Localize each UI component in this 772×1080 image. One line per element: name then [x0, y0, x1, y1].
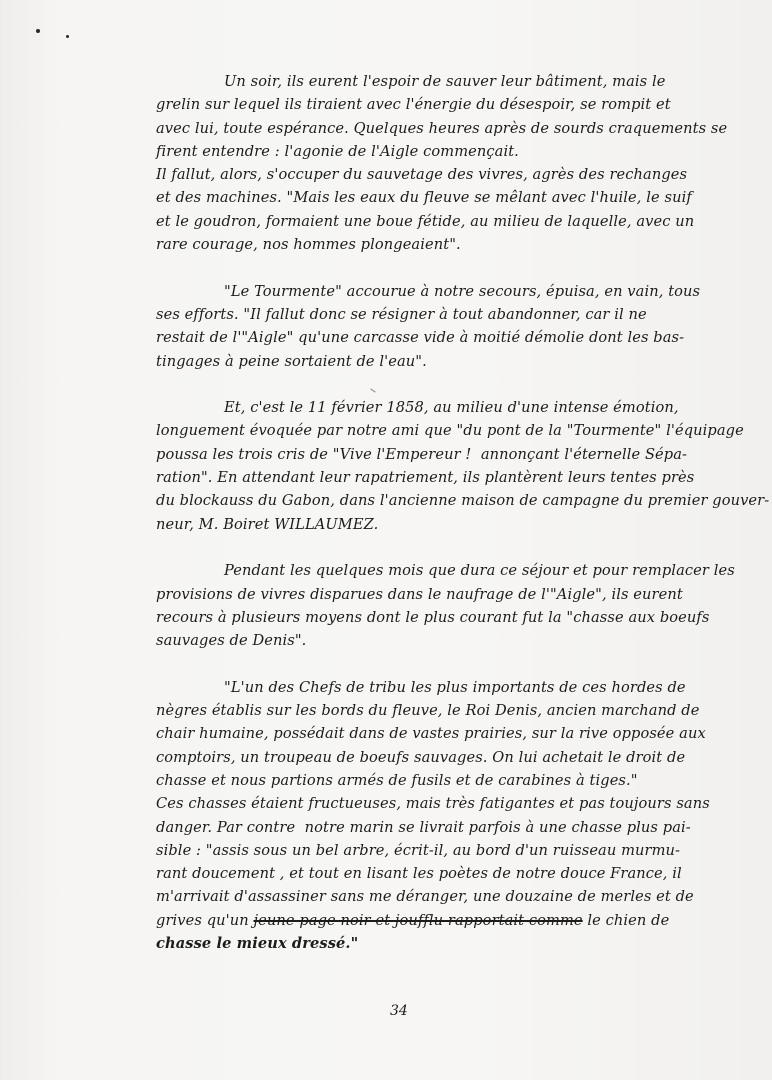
line-start: grives qu'un: [156, 911, 254, 929]
body-text: [156, 70, 770, 955]
text-line: firent entendre : l'agonie de l'Aigle commençait.: [156, 142, 519, 160]
text-line: neur, M. Boiret WILLAUMEZ.: [156, 515, 379, 533]
text-line: rare courage, nos hommes plongeaient".: [156, 236, 461, 254]
text-line: chair humaine, possédait dans de vastes prairies, sur la rive opposée aux: [156, 725, 706, 743]
text-line: sauvages de Denis".: [156, 632, 307, 650]
text-line: ses efforts. "Il fallut donc se résigner à tout abandonner, car il ne: [156, 305, 647, 323]
paragraph-3: [156, 396, 770, 536]
paragraph-4: [156, 559, 736, 652]
paragraph-gap: [156, 652, 736, 675]
paragraph-2: [156, 280, 736, 373]
text-line: "L'un des Chefs de tribu les plus importants de ces hordes de: [224, 678, 686, 696]
text-line: danger. Par contre notre marin se livrait parfois à une chasse plus pai-: [156, 818, 691, 836]
text-line: grelin sur lequel ils tiraient avec l'énergie du désespoir, se rompit et: [156, 96, 671, 114]
text-line: "Le Tourmente" accourue à notre secours, épuisa, en vain, tous: [224, 282, 701, 300]
text-line: avec lui, toute espérance. Quelques heures après de sourds craquements se: [156, 119, 728, 137]
text-line: Ces chasses étaient fructueuses, mais très fatigantes et pas toujours sans: [156, 795, 710, 813]
speck-mark: [66, 35, 69, 38]
text-line: Un soir, ils eurent l'espoir de sauver leur bâtiment, mais le: [224, 73, 666, 90]
speck-mark: [36, 29, 40, 33]
paragraph-5: [156, 676, 736, 956]
paragraph-gap: [156, 536, 736, 559]
text-line: sible : "assis sous un bel arbre, écrit-il, au bord d'un ruisseau murmu-: [156, 841, 681, 859]
text-line: Il fallut, alors, s'occuper du sauvetage des vivres, agrès des rechanges: [156, 166, 688, 184]
text-line-with-strikethrough: [156, 909, 736, 932]
text-line: poussa les trois cris de "Vive l'Empereur ! annonçant l'éternelle Sépa-: [156, 445, 688, 463]
text-line: recours à plusieurs moyens dont le plus courant fut la "chasse aux boeufs: [156, 608, 710, 626]
line-end: le chien de: [582, 911, 670, 929]
paragraph-gap: [156, 373, 736, 396]
text-line: Et, c'est le 11 février 1858, au milieu d'une intense émotion,: [224, 399, 679, 417]
text-line: comptoirs, un troupeau de boeufs sauvages. On lui achetait le droit de: [156, 748, 686, 766]
text-line: chasse et nous partions armés de fusils et de carabines à tiges.": [156, 771, 638, 789]
paragraph-1: [156, 70, 736, 256]
text-line: tingages à peine sortaient de l'eau".: [156, 352, 427, 370]
struck-through-text: jeune page noir et joufflu rapportait comme: [253, 911, 583, 929]
text-line: chasse le mieux dressé.": [156, 934, 359, 952]
page-number: 34: [390, 1003, 408, 1019]
text-line: m'arrivait d'assassiner sans me déranger, une douzaine de merles et de: [156, 888, 694, 906]
paragraph-gap: [156, 256, 736, 279]
text-line: restait de l'"Aigle" qu'une carcasse vide à moitié démolie dont les bas-: [156, 329, 685, 347]
text-line: ration". En attendant leur rapatriement, ils plantèrent leurs tentes près: [156, 469, 695, 487]
text-line: provisions de vivres disparues dans le naufrage de l'"Aigle", ils eurent: [156, 585, 683, 603]
text-line: et des machines. "Mais les eaux du fleuve se mêlant avec l'huile, le suif: [156, 189, 692, 207]
text-line: et le goudron, formaient une boue fétide, au milieu de laquelle, avec un: [156, 212, 695, 230]
text-line: nègres établis sur les bords du fleuve, le Roi Denis, ancien marchand de: [156, 702, 700, 720]
text-line: rant doucement , et tout en lisant les poètes de notre douce France, il: [156, 865, 682, 883]
text-line: longuement évoquée par notre ami que "du pont de la "Tourmente" l'équipage: [156, 422, 744, 440]
text-line: du blockauss du Gabon, dans l'ancienne maison de campagne du premier gouver-: [156, 492, 770, 510]
text-line: Pendant les quelques mois que dura ce séjour et pour remplacer les: [224, 562, 735, 580]
